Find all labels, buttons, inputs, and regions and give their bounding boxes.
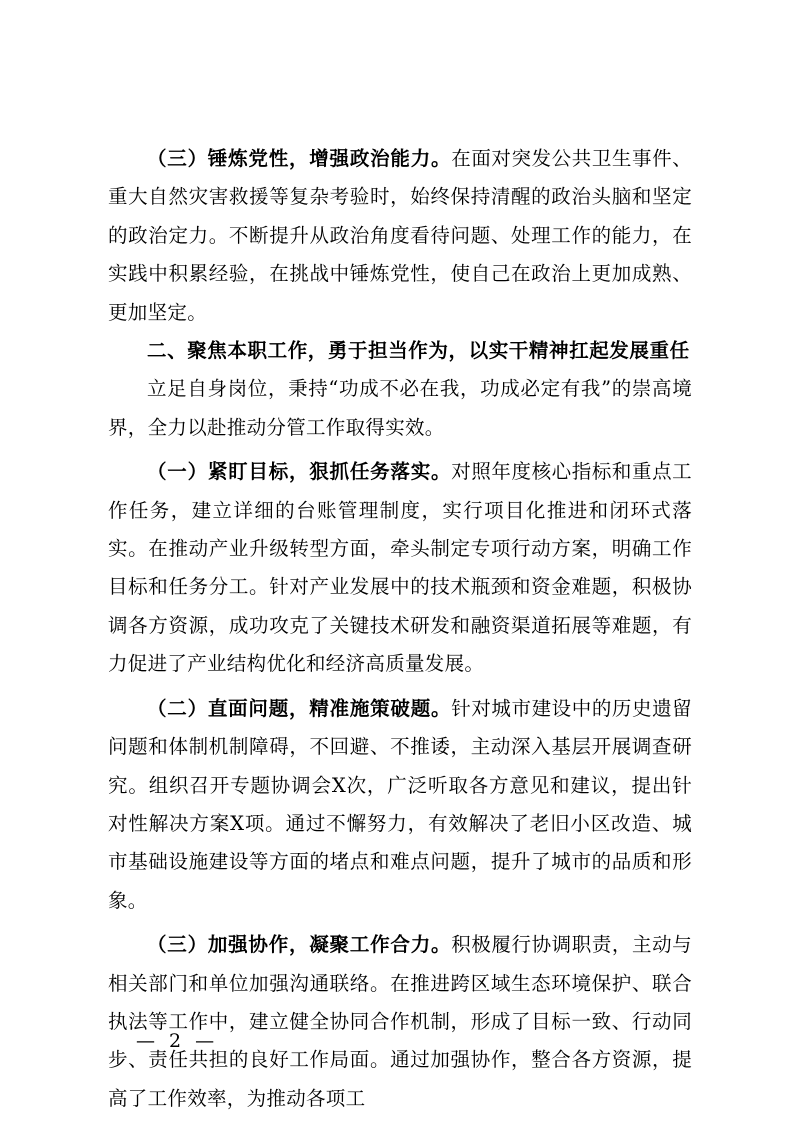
- paragraph-lead: （三）加强协作，凝聚工作合力。: [147, 933, 452, 957]
- paragraph-text: 对照年度核心指标和重点工作任务，建立详细的台账管理制度，实行项目化推进和闭环式落实。在推动产业升级转型方面，牵头制定专项行动方案，明确工作目标和任务分工。针对产业发展中的技术瓶颈和资金难题，积极协调各方资源，成功攻克了关键技术研发和融资渠道拓展等难题，有力促进了产业结构优化和经济高质量发展。: [108, 460, 692, 676]
- page-number: — 2 —: [136, 1030, 219, 1052]
- paragraph-lead: （三）锤炼党性，增强政治能力。: [147, 147, 452, 170]
- paragraph-text: 立足自身岗位，秉持“功成不必在我，功成必定有我”的崇高境界，全力以赴推动分管工作取得实效。: [108, 377, 692, 439]
- paragraph-text: 针对城市建设中的历史遗留问题和体制机制障碍，不回避、不推诿，主动深入基层开展调查研究。组织召开专题协调会X次，广泛听取各方意见和建议，提出针对性解决方案X项。通过不懈努力，有效解决了老旧小区改造、城市基础设施建设等方面的堵点和难点问题，提升了城市的品质和形象。: [108, 696, 692, 912]
- paragraph-lead: （二）直面问题，精准施策破题。: [147, 696, 452, 720]
- paragraph-text: 在面对突发公共卫生事件、重大自然灾害救援等复杂考验时，始终保持清醒的政治头脑和坚定的政治定力。不断提升从政治角度看待问题、处理工作的能力，在实践中积累经验，在挑战中锤炼党性，使自己在政治上更加成熟、更加坚定。: [108, 147, 692, 324]
- paragraph-text: 积极履行协调职责，主动与相关部门和单位加强沟通联络。在推进跨区域生态环境保护、联合执法等工作中，建立健全协同合作机制，形成了目标一致、行动同步、责任共担的良好工作局面。通过加强协作，整合各方资源，提高了工作效率，为推动各项工: [108, 933, 692, 1110]
- document-body: [108, 140, 692, 1118]
- paragraph-face-problems: [108, 690, 692, 920]
- paragraph-section-intro: [108, 370, 692, 447]
- paragraph-lead: （一）紧盯目标，狠抓任务落实。: [147, 460, 452, 484]
- paragraph-strengthen-party-spirit: [108, 140, 692, 332]
- paragraph-strengthen-cooperation: [108, 926, 692, 1118]
- section-heading-2: 二、聚焦本职工作，勇于担当作为，以实干精神扛起发展重任: [147, 339, 690, 363]
- paragraph-focus-targets: [108, 453, 692, 683]
